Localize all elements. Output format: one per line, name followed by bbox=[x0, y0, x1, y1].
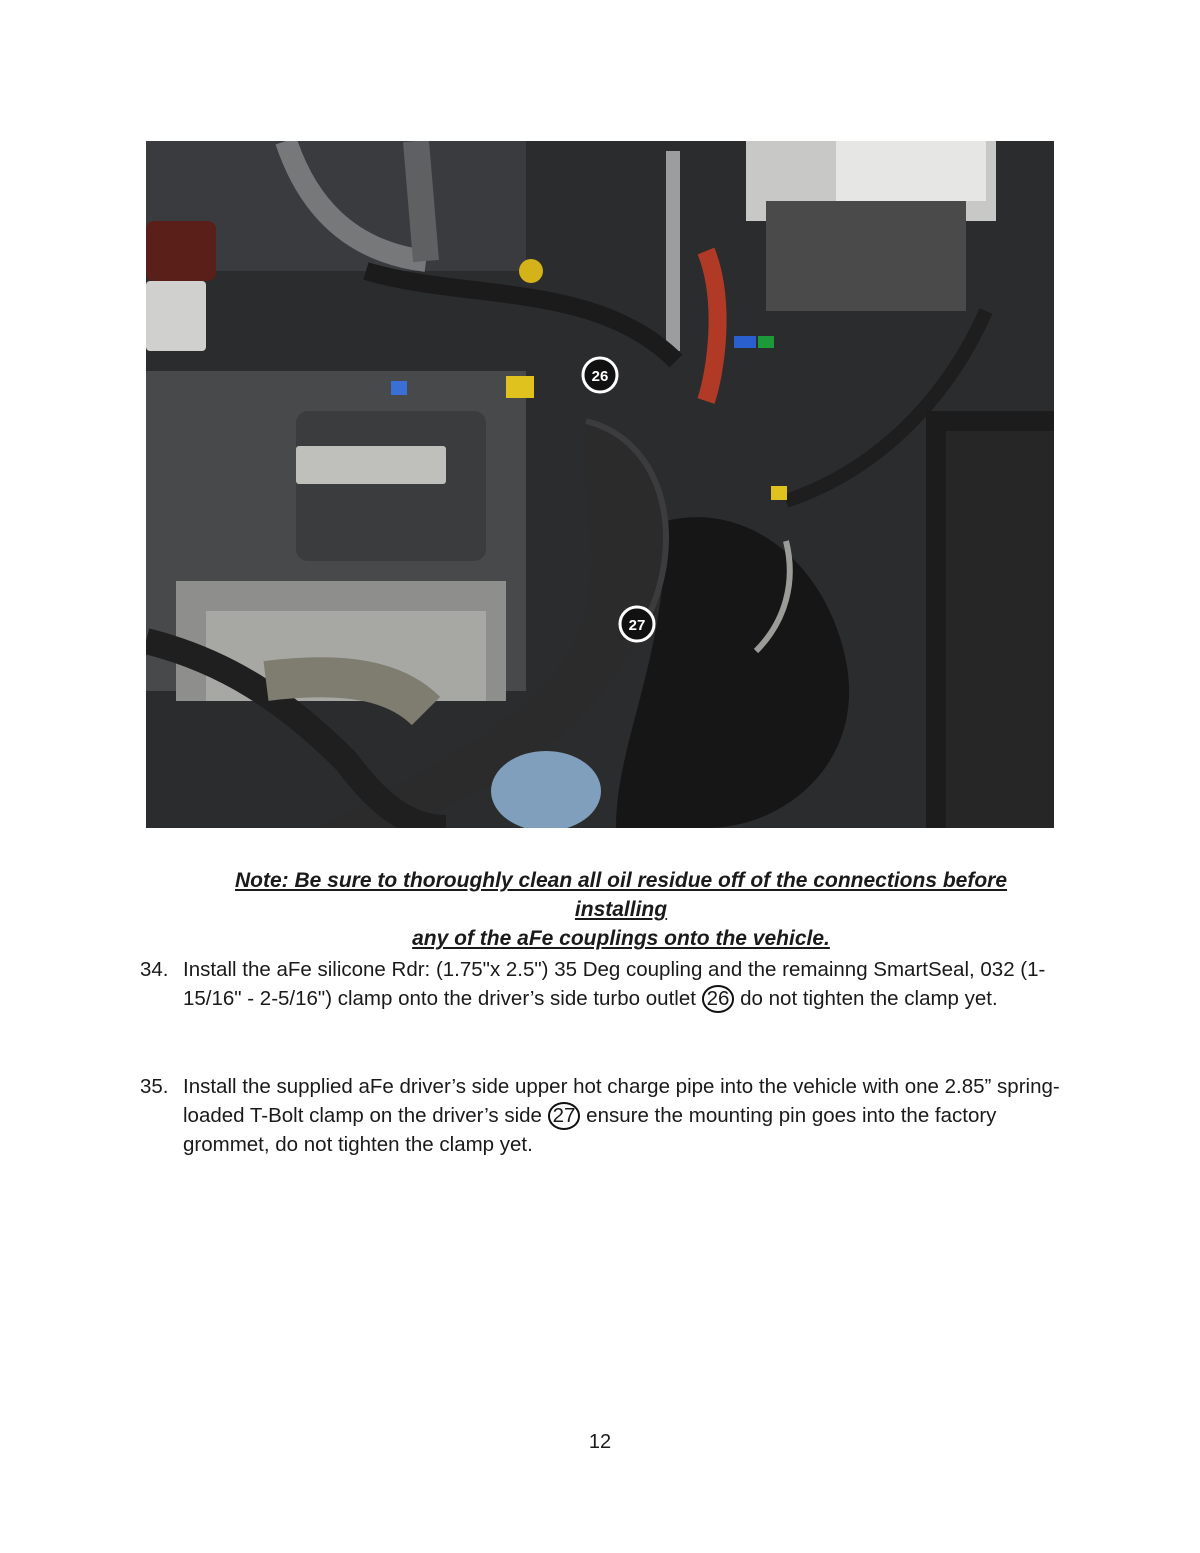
step-text-after: ensure the mounting pin goes into the factory grommet, do not tighten the clamp yet. bbox=[183, 1104, 997, 1156]
cleaning-note bbox=[195, 866, 1047, 953]
callout-26-label: 26 bbox=[591, 368, 609, 385]
step-text bbox=[183, 955, 1060, 1013]
step-35 bbox=[140, 1072, 1060, 1159]
callout-26-marker bbox=[583, 358, 617, 392]
step-number: 35. bbox=[140, 1075, 169, 1098]
note-line-1: Note: Be sure to thoroughly clean all oil residue off of the connections before installing bbox=[234, 869, 1008, 921]
step-34 bbox=[140, 955, 1060, 1013]
callout-27-marker bbox=[620, 607, 654, 641]
engine-bay-photo bbox=[146, 141, 1054, 828]
step-text-before: Install the aFe silicone Rdr: (1.75"x 2.5") 35 Deg coupling and the remainng SmartSeal, 032 (1-15/16" - 2-5/16") clamp onto the driver’s side turbo outlet bbox=[183, 958, 1046, 1010]
callout-ref-27: 27 bbox=[548, 1102, 581, 1130]
callout-ref-26: 26 bbox=[702, 985, 735, 1013]
note-line-2: any of the aFe couplings onto the vehicle. bbox=[412, 927, 830, 950]
page-number: 12 bbox=[588, 1431, 612, 1453]
callout-27-label: 27 bbox=[628, 617, 646, 634]
step-number: 34. bbox=[140, 958, 169, 981]
step-text bbox=[183, 1072, 1060, 1159]
step-text-before: Install the supplied aFe driver’s side upper hot charge pipe into the vehicle with one 2.85” spring-loaded T-Bolt clamp on the driver’s side bbox=[183, 1075, 1060, 1127]
step-text-after: do not tighten the clamp yet. bbox=[740, 987, 998, 1010]
